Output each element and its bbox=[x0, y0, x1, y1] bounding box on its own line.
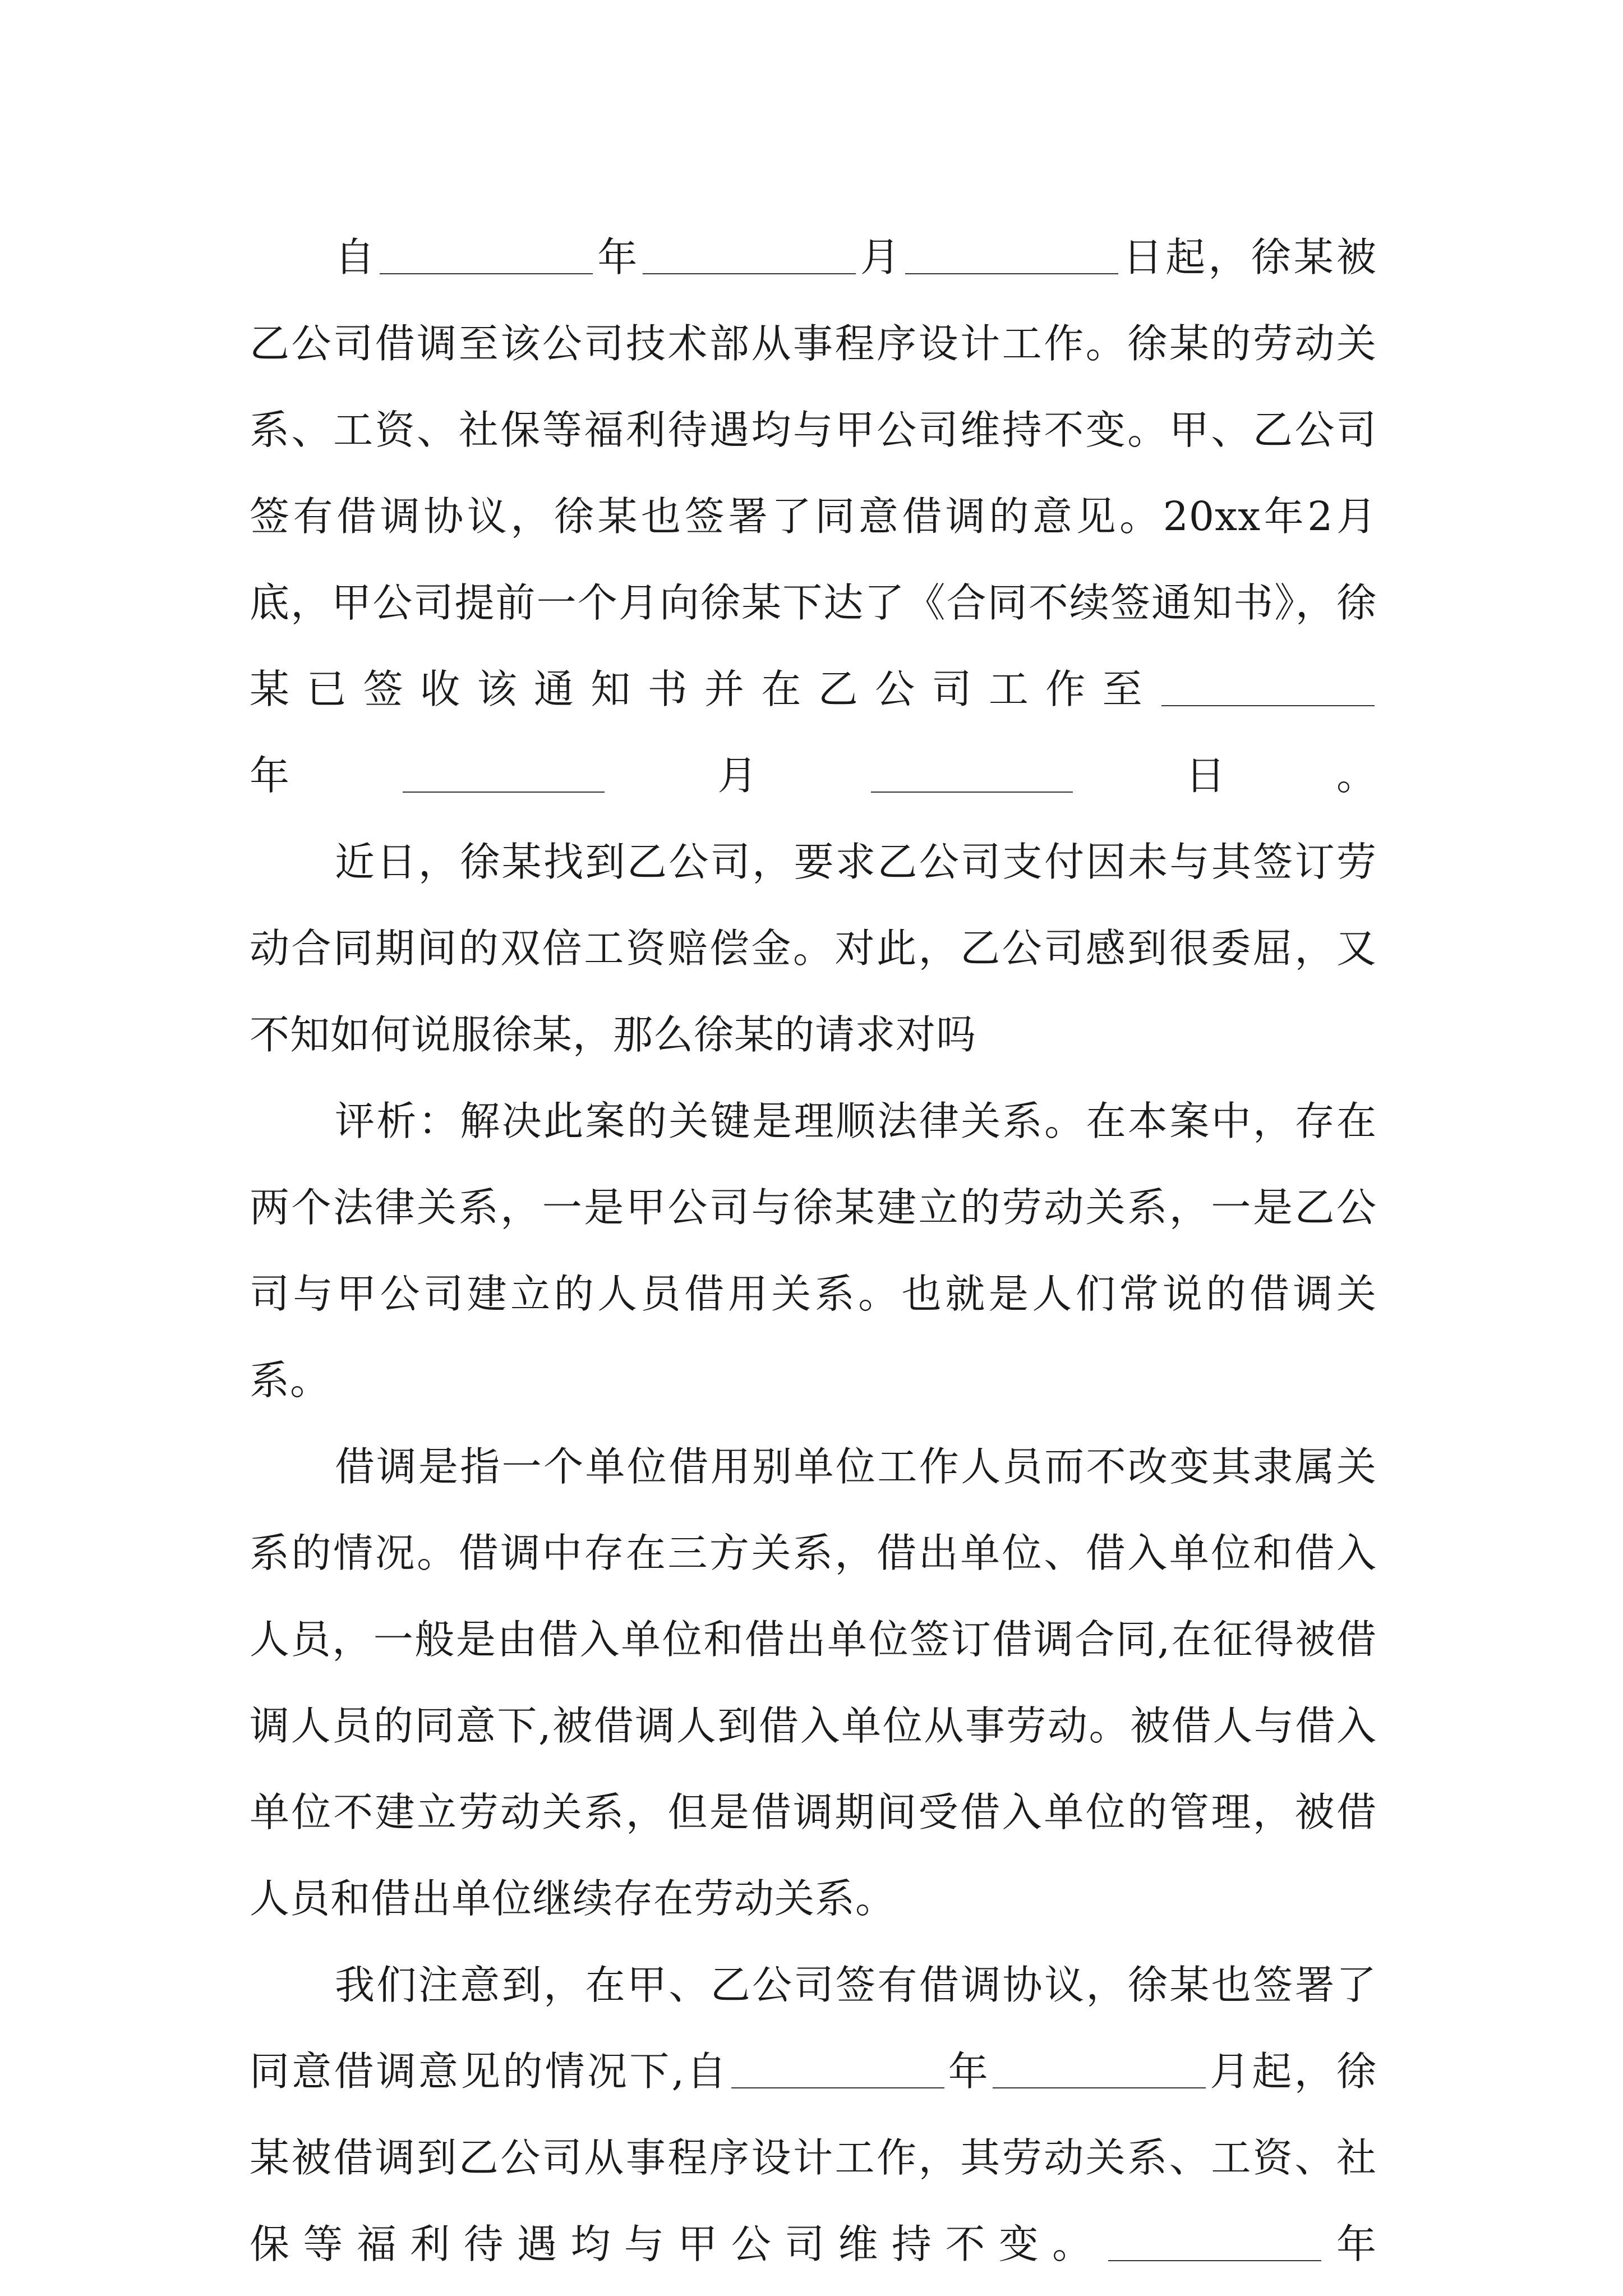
paragraph-claim: 近日，徐某找到乙公司，要求乙公司支付因未与其签订劳动合同期间的双倍工资赔偿金。对此，乙公司感到很委屈，又不知如何说服徐某，那么徐某的请求对吗 bbox=[250, 839, 1377, 1058]
text-segment: 我们注意到，在甲、乙公司签有借调协议，徐某也签署了同意借调意见的情况下,自 bbox=[250, 1962, 1377, 2095]
text-segment: 年 bbox=[1323, 2221, 1377, 2267]
blank-field-year bbox=[1161, 671, 1375, 706]
blank-field-day bbox=[905, 240, 1118, 274]
blank-field-year bbox=[731, 2054, 944, 2088]
text-segment: 自 bbox=[335, 234, 378, 280]
text-segment: 月起，徐某被借调到乙公司从事程序设计工作，其劳动关系、工资、社保等福利待遇均与甲公司维持不变。 bbox=[250, 2048, 1377, 2267]
text-segment: 月 bbox=[607, 752, 869, 799]
blank-field-month bbox=[403, 758, 605, 793]
text-segment: 月 bbox=[857, 234, 903, 280]
text-segment: 年 bbox=[250, 752, 401, 799]
blank-field-day bbox=[871, 758, 1073, 793]
text-segment: 日起，徐某被乙公司借调至该公司技术部从事程序设计工作。徐某的劳动关系、工资、社保等福利待遇均与甲公司维持不变。甲、乙公司签有借调协议，徐某也签署了同意借调的意见。20xx年2月底，甲公司提前一个月向徐某下达了《合同不续签通知书》，徐某已签收该通知书并在乙公司工作至 bbox=[250, 234, 1377, 712]
text-segment: 年 bbox=[595, 234, 640, 280]
blank-field-year bbox=[1108, 2226, 1321, 2261]
paragraph-observation bbox=[250, 1942, 1377, 2288]
blank-field-month bbox=[643, 240, 856, 274]
blank-field-month bbox=[993, 2054, 1206, 2088]
document-body bbox=[250, 214, 1377, 2288]
text-segment: 年 bbox=[946, 2048, 990, 2095]
text-segment: 日。 bbox=[1075, 752, 1377, 799]
paragraph-secondment-definition: 借调是指一个单位借用别单位工作人员而不改变其隶属关系的情况。借调中存在三方关系，借出单位、借入单位和借入人员，一般是由借入单位和借出单位签订借调合同,在征得被借调人员的同意下,被借调人到借入单位从事劳动。被借人与借入单位不建立劳动关系，但是借调期间受借入单位的管理，被借人员和借出单位继续存在劳动关系。 bbox=[250, 1443, 1377, 1922]
paragraph-analysis: 评析：解决此案的关键是理顺法律关系。在本案中，存在两个法律关系，一是甲公司与徐某建立的劳动关系，一是乙公司与甲公司建立的人员借用关系。也就是人们常说的借调关系。 bbox=[250, 1098, 1377, 1404]
blank-field-year bbox=[380, 240, 593, 274]
paragraph-secondment-facts bbox=[250, 214, 1377, 819]
